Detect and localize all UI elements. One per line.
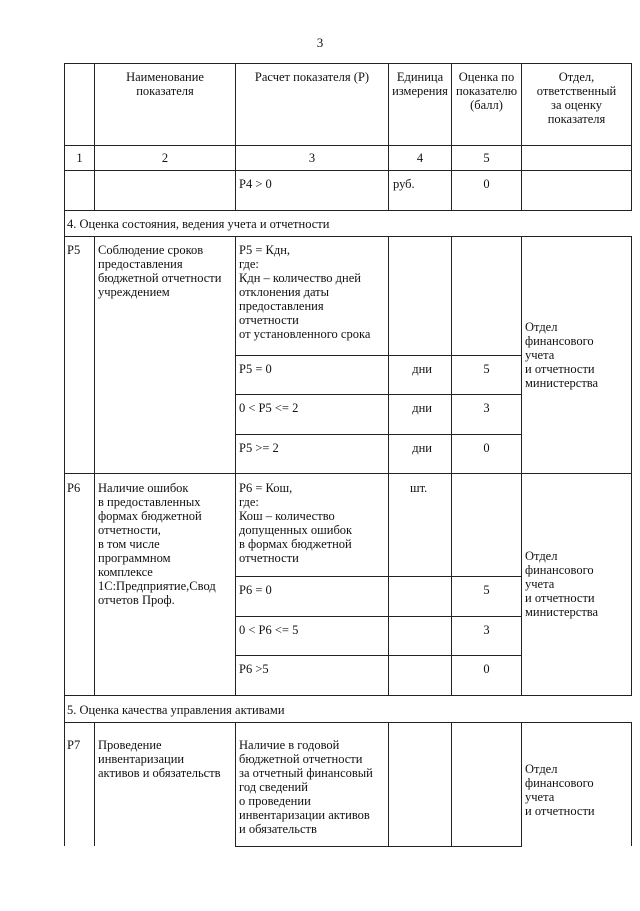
p5-dept: Отдел финансового учета и отчетности министерства — [525, 320, 599, 390]
header-col-5: Оценка по показателю (балл) — [455, 70, 518, 112]
cont-calc: Р4 > 0 — [239, 177, 272, 191]
p5-row-score: 3 — [483, 401, 490, 415]
p6-row-calc: Р6 >5 — [239, 662, 269, 676]
row-border — [64, 722, 632, 723]
p6-row-calc: Р6 = 0 — [239, 583, 272, 597]
p6-row-calc: 0 < Р6 <= 5 — [239, 623, 299, 637]
page-number: 3 — [316, 35, 324, 50]
col-border — [235, 722, 236, 846]
col-number: 4 — [416, 151, 424, 165]
row-border — [235, 655, 522, 656]
row-border — [235, 616, 522, 617]
header-col-3: Расчет показателя (Р) — [254, 70, 370, 84]
p6-unit: шт. — [410, 481, 428, 495]
section-5-title: 5. Оценка качества управления активами — [67, 703, 285, 717]
row-border — [64, 473, 632, 474]
row-border — [235, 355, 522, 356]
p5-row-unit: дни — [412, 441, 432, 455]
section-4-title: 4. Оценка состояния, ведения учета и отчетности — [67, 217, 330, 231]
p6-calc: Р6 = Кош, где: Кош – количество допущенных ошибок в формах бюджетной отчетности — [239, 481, 353, 565]
p7-dept: Отдел финансового учета и отчетности — [525, 762, 595, 818]
row-border — [64, 695, 632, 696]
cont-score: 0 — [483, 177, 490, 191]
p5-row-calc: Р5 = 0 — [239, 362, 272, 376]
p7-name: Проведение инвентаризации активов и обязательств — [98, 738, 221, 780]
row-border — [235, 394, 522, 395]
header-col-6: Отдел, ответственный за оценку показателя — [536, 70, 617, 126]
p6-dept: Отдел финансового учета и отчетности министерства — [525, 549, 599, 619]
col-border — [521, 236, 522, 695]
header-col-4: Единица измерения — [392, 70, 448, 98]
col-border — [235, 63, 236, 210]
col-border — [631, 63, 632, 210]
col-border — [235, 236, 236, 695]
col-border — [631, 722, 632, 846]
p6-row-score: 0 — [483, 662, 490, 676]
p7-calc: Наличие в годовой бюджетной отчетности за отчетный финансовый год сведений о проведении инвентаризации активов и обязательств — [239, 738, 373, 836]
p5-row-unit: дни — [412, 362, 432, 376]
p5-name: Соблюдение сроков предоставления бюджетной отчетности учреждением — [98, 243, 222, 299]
p5-calc: Р5 = Кдн, где: Кдн – количество дней отклонения даты предоставления отчетности от установленного срока — [239, 243, 371, 341]
p6-row-score: 5 — [483, 583, 490, 597]
col-border — [94, 236, 95, 695]
row-border — [235, 434, 522, 435]
col-border — [64, 63, 65, 846]
p7-code: Р7 — [67, 738, 81, 752]
col-border — [94, 722, 95, 846]
p6-code: Р6 — [67, 481, 81, 495]
col-number: 5 — [483, 151, 490, 165]
p6-row-score: 3 — [483, 623, 490, 637]
row-border — [64, 170, 632, 171]
col-border — [388, 236, 389, 695]
p6-name: Наличие ошибок в предоставленных формах бюджетной отчетности, в том числе программном комплексе 1С:Предприятие,Свод отчетов Проф. — [98, 481, 216, 607]
p5-row-score: 5 — [483, 362, 490, 376]
p5-row-score: 0 — [483, 441, 490, 455]
cont-unit: руб. — [393, 177, 415, 191]
row-border — [235, 576, 522, 577]
p5-row-unit: дни — [412, 401, 432, 415]
col-border — [631, 236, 632, 695]
p5-row-calc: 0 < Р5 <= 2 — [239, 401, 299, 415]
row-border — [64, 63, 632, 64]
p5-row-calc: Р5 >= 2 — [239, 441, 279, 455]
p5-code: Р5 — [67, 243, 81, 257]
col-number: 3 — [308, 151, 316, 165]
row-border — [64, 145, 632, 146]
row-border — [64, 210, 632, 211]
row-border — [64, 236, 632, 237]
col-border — [521, 722, 522, 846]
col-border — [451, 722, 452, 846]
header-col-2: Наименование показателя — [126, 70, 204, 98]
row-border — [235, 846, 522, 847]
col-number: 1 — [76, 151, 83, 165]
col-number: 2 — [161, 151, 169, 165]
